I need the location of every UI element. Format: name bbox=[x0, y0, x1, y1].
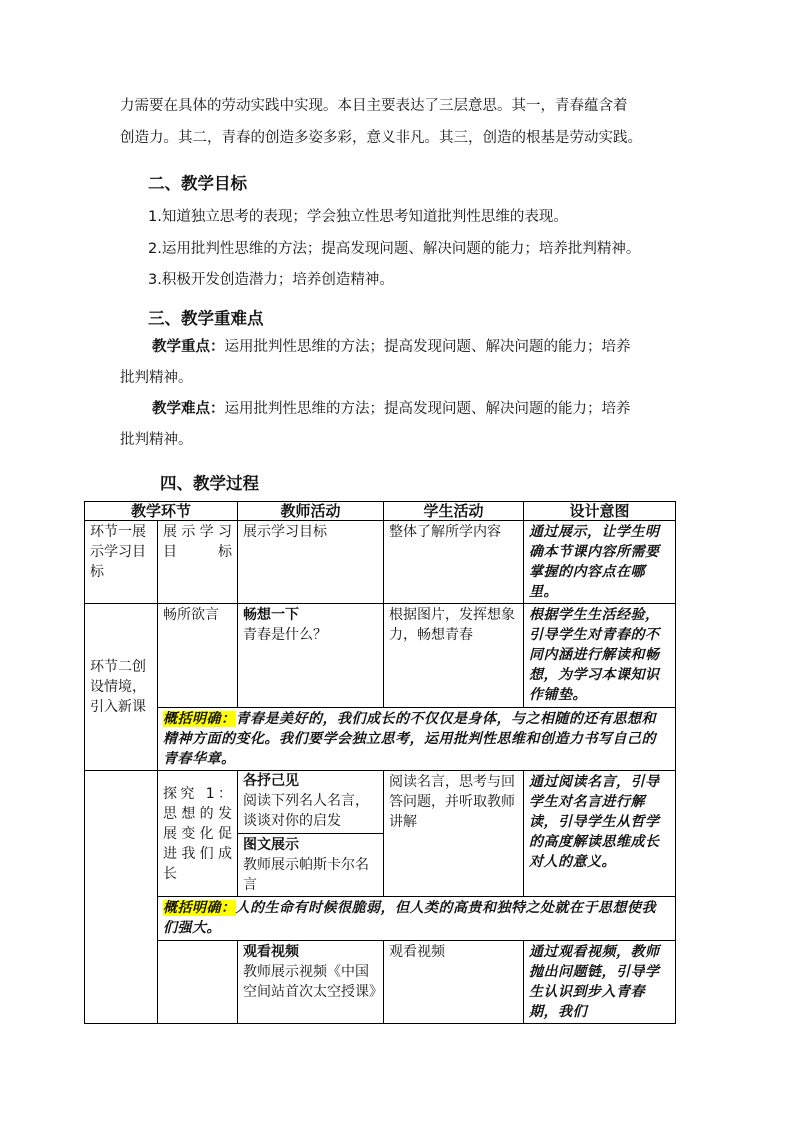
table-row bbox=[85, 604, 676, 708]
teacher-activity-body: 青春是什么？ bbox=[243, 627, 328, 643]
difficulty-line-1 bbox=[152, 399, 712, 419]
process-heading: 四、教学过程 bbox=[160, 474, 259, 493]
focus-label: 教学重点： bbox=[152, 339, 225, 355]
summary-cell bbox=[158, 897, 676, 941]
header-student: 学生活动 bbox=[384, 502, 524, 521]
difficulty-label: 教学难点： bbox=[152, 401, 225, 417]
goal-item-2: 2.运用批判性思维的方法；提高发现问题、解决问题的能力；培养批判精神。 bbox=[148, 241, 641, 257]
header-teacher: 教师活动 bbox=[238, 502, 384, 521]
sub-stage-cell: 展示学习目标 bbox=[158, 521, 238, 604]
summary-cell bbox=[158, 708, 676, 771]
table-row bbox=[85, 941, 676, 1024]
intro-line-1: 力需要在具体的劳动实践中实现。本目主要表达了三层意思。其一，青春蕴含着 bbox=[120, 98, 628, 114]
summary-label: 概括明确： bbox=[163, 711, 236, 727]
teaching-process-table bbox=[84, 501, 676, 1024]
student-cell: 整体了解所学内容 bbox=[384, 521, 524, 604]
teacher-cell bbox=[238, 941, 384, 1024]
teacher-cell bbox=[238, 771, 384, 897]
intent-cell: 通过观看视频，教师抛出问题链，引导学生认识到步入青春期，我们 bbox=[524, 941, 676, 1024]
stage-cell: 环节二创设情境，引入新课 bbox=[85, 604, 158, 771]
summary-text: 青春是美好的，我们成长的不仅仅是身体，与之相随的还有思想和精神方面的变化。我们要学会独立思考，运用批判性思维和创造力书写自己的青春华章。 bbox=[163, 711, 656, 767]
stage-cell: 环节一展示学习目标 bbox=[85, 521, 158, 604]
focus-line-1 bbox=[152, 337, 712, 357]
teacher-activity-title: 各抒己见 bbox=[243, 773, 300, 789]
teacher-activity-body: 教师展示视频《中国空间站首次太空授课》 bbox=[243, 964, 384, 1000]
goals-heading: 二、教学目标 bbox=[148, 174, 247, 193]
goal-item-1: 1.知道独立思考的表现；学会独立性思考知道批判性思维的表现。 bbox=[148, 209, 568, 225]
teacher-cell bbox=[238, 604, 384, 708]
goal-item-3: 3.积极开发创造潜力；培养创造精神。 bbox=[148, 272, 394, 288]
intent-cell: 通过阅读名言，引导学生对名言进行解读，引导学生从哲学的高度解读思维成长对人的意义。 bbox=[524, 771, 676, 897]
difficulty-text: 运用批判性思维的方法；提高发现问题、解决问题的能力；培养 bbox=[224, 401, 631, 417]
summary-row bbox=[85, 708, 676, 771]
sub-stage-cell bbox=[158, 941, 238, 1024]
sub-stage-cell: 畅所欲言 bbox=[158, 604, 238, 708]
stage-cell bbox=[85, 771, 158, 1024]
focus-line-2: 批判精神。 bbox=[120, 370, 193, 386]
student-cell: 阅读名言，思考与回答问题，并听取教师讲解 bbox=[384, 771, 524, 897]
summary-text: 人的生命有时候很脆弱，但人类的高贵和独特之处就在于思想使我们强大。 bbox=[163, 900, 656, 936]
table-row bbox=[85, 521, 676, 604]
header-intent: 设计意图 bbox=[524, 502, 676, 521]
teacher-activity-title: 观看视频 bbox=[243, 944, 300, 960]
summary-label: 概括明确： bbox=[163, 900, 236, 916]
teacher-sub-activity bbox=[238, 833, 383, 895]
teacher-activity-title: 图文展示 bbox=[243, 837, 300, 853]
focus-text: 运用批判性思维的方法；提高发现问题、解决问题的能力；培养 bbox=[224, 339, 631, 355]
teacher-activity-title: 畅想一下 bbox=[243, 607, 300, 623]
keypoints-heading: 三、教学重难点 bbox=[148, 309, 264, 328]
intent-cell: 通过展示，让学生明确本节课内容所需要掌握的内容点在哪里。 bbox=[524, 521, 676, 604]
teacher-activity-body: 教师展示帕斯卡尔名言 bbox=[243, 857, 370, 893]
intro-line-2: 创造力。其二，青春的创造多姿多彩，意义非凡。其三，创造的根基是劳动实践。 bbox=[120, 130, 642, 146]
summary-row bbox=[85, 897, 676, 941]
table-row bbox=[85, 771, 676, 897]
header-stage: 教学环节 bbox=[85, 502, 238, 521]
student-cell: 根据图片，发挥想象力，畅想青春 bbox=[384, 604, 524, 708]
student-cell: 观看视频 bbox=[384, 941, 524, 1024]
difficulty-line-2: 批判精神。 bbox=[120, 432, 193, 448]
teacher-activity-body: 阅读下列名人名言，谈谈对你的启发 bbox=[243, 793, 370, 829]
intent-cell: 根据学生生活经验，引导学生对青春的不同内涵进行解读和畅想，为学习本课知识作铺垫。 bbox=[524, 604, 676, 708]
teacher-cell: 展示学习目标 bbox=[238, 521, 384, 604]
table-header-row bbox=[85, 502, 676, 521]
sub-stage-cell: 探究 1：思想的发展变化促进我们成长 bbox=[158, 771, 238, 897]
